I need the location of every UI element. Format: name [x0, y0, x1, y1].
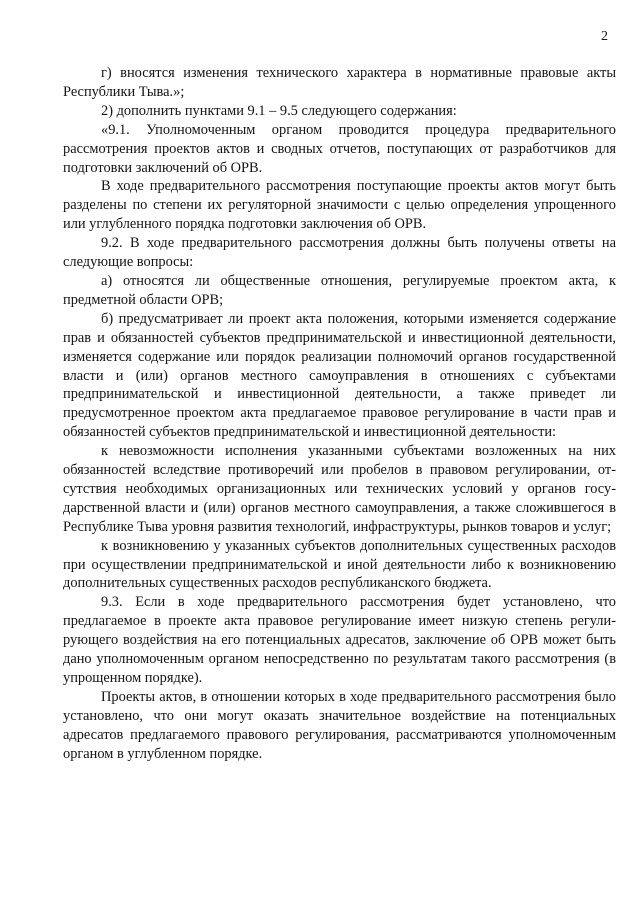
- paragraph-9-2-a: а) относятся ли общественные отношения, регулируемые проектом акта, к предметной области ОРВ;: [63, 272, 616, 308]
- page-number: 2: [601, 29, 608, 44]
- paragraph-9-3-continued: Проекты актов, в отношении которых в ходе предварительного рассмотрения было установлено, что они могут оказать значительное воздействие на потенциальных адресатов предлагаемого правового регулирования, рассматриваются уполномоченным органом в углубленном порядке.: [63, 688, 616, 762]
- paragraph-item-g: г) вносятся изменения технического характера в нормативные правовые акты Республики Тыва.»;: [63, 65, 616, 100]
- paragraph-9-2-b-second-consequence: к возникновению у указанных субъектов дополнительных существенных расходов при осуществлении предпринимательской и иной деятельности либо к возникновению дополнительных существенных расходов республиканского бюджета.: [63, 537, 616, 592]
- paragraph-item-2: 2) дополнить пунктами 9.1 – 9.5 следующего содержания:: [101, 102, 457, 119]
- paragraph-9-1: «9.1. Уполномоченным органом проводится процедура предварительного рассмотрения проектов актов и сводных отчетов, поступающих от разработчиков для подготовки заключений об ОРВ.: [63, 121, 616, 176]
- document-body: [63, 64, 616, 764]
- paragraph-9-2-b: б) предусматривает ли проект акта положения, которыми изменяется содержание прав и обязанностей субъектов предпринимательской и инвестиционной деятельности, изменяется содержание или порядок реализации полномочий органов государственной власти и (или) органов местного самоуправления в отношениях с субъектами предпринимательской и инвестиционной деятельности, а также приведет ли предусмотренное проектом акта предлагаемое правовое регулирование в части прав и обязанностей субъектов предпринимательской и инвестиционной деятельности:: [63, 310, 616, 441]
- paragraph-9-3: 9.3. Если в ходе предварительного рассмотрения будет установлено, что предлагаемое в проекте акта правовое регулирование имеет низкую степень регулирующего воздействия на его потенциальных адресатов, заключение об ОРВ может быть дано уполномоченным органом непосредственно по результатам такого рассмотрения (в упрощенном порядке).: [63, 594, 616, 686]
- paragraph-9-2-b-first-consequence: к невозможности исполнения указанными субъектами возложенных на них обязанностей вследствие противоречий или пробелов в правовом регулировании, отсутствия необходимых организационных или технических условий у органов государственной власти и (или) органов местного самоуправления, а также сложившегося в Республике Тыва уровня развития технологий, инфраструктуры, рынков товаров и услуг;: [63, 443, 616, 535]
- paragraph-9-1-continued: В ходе предварительного рассмотрения поступающие проекты актов могут быть разделены по степени их регуляторной значимости с целью определения упрощенного или углубленного порядка подготовки заключения об ОРВ.: [63, 178, 616, 233]
- paragraph-9-2: 9.2. В ходе предварительного рассмотрения должны быть получены ответы на следующие вопросы:: [63, 235, 616, 271]
